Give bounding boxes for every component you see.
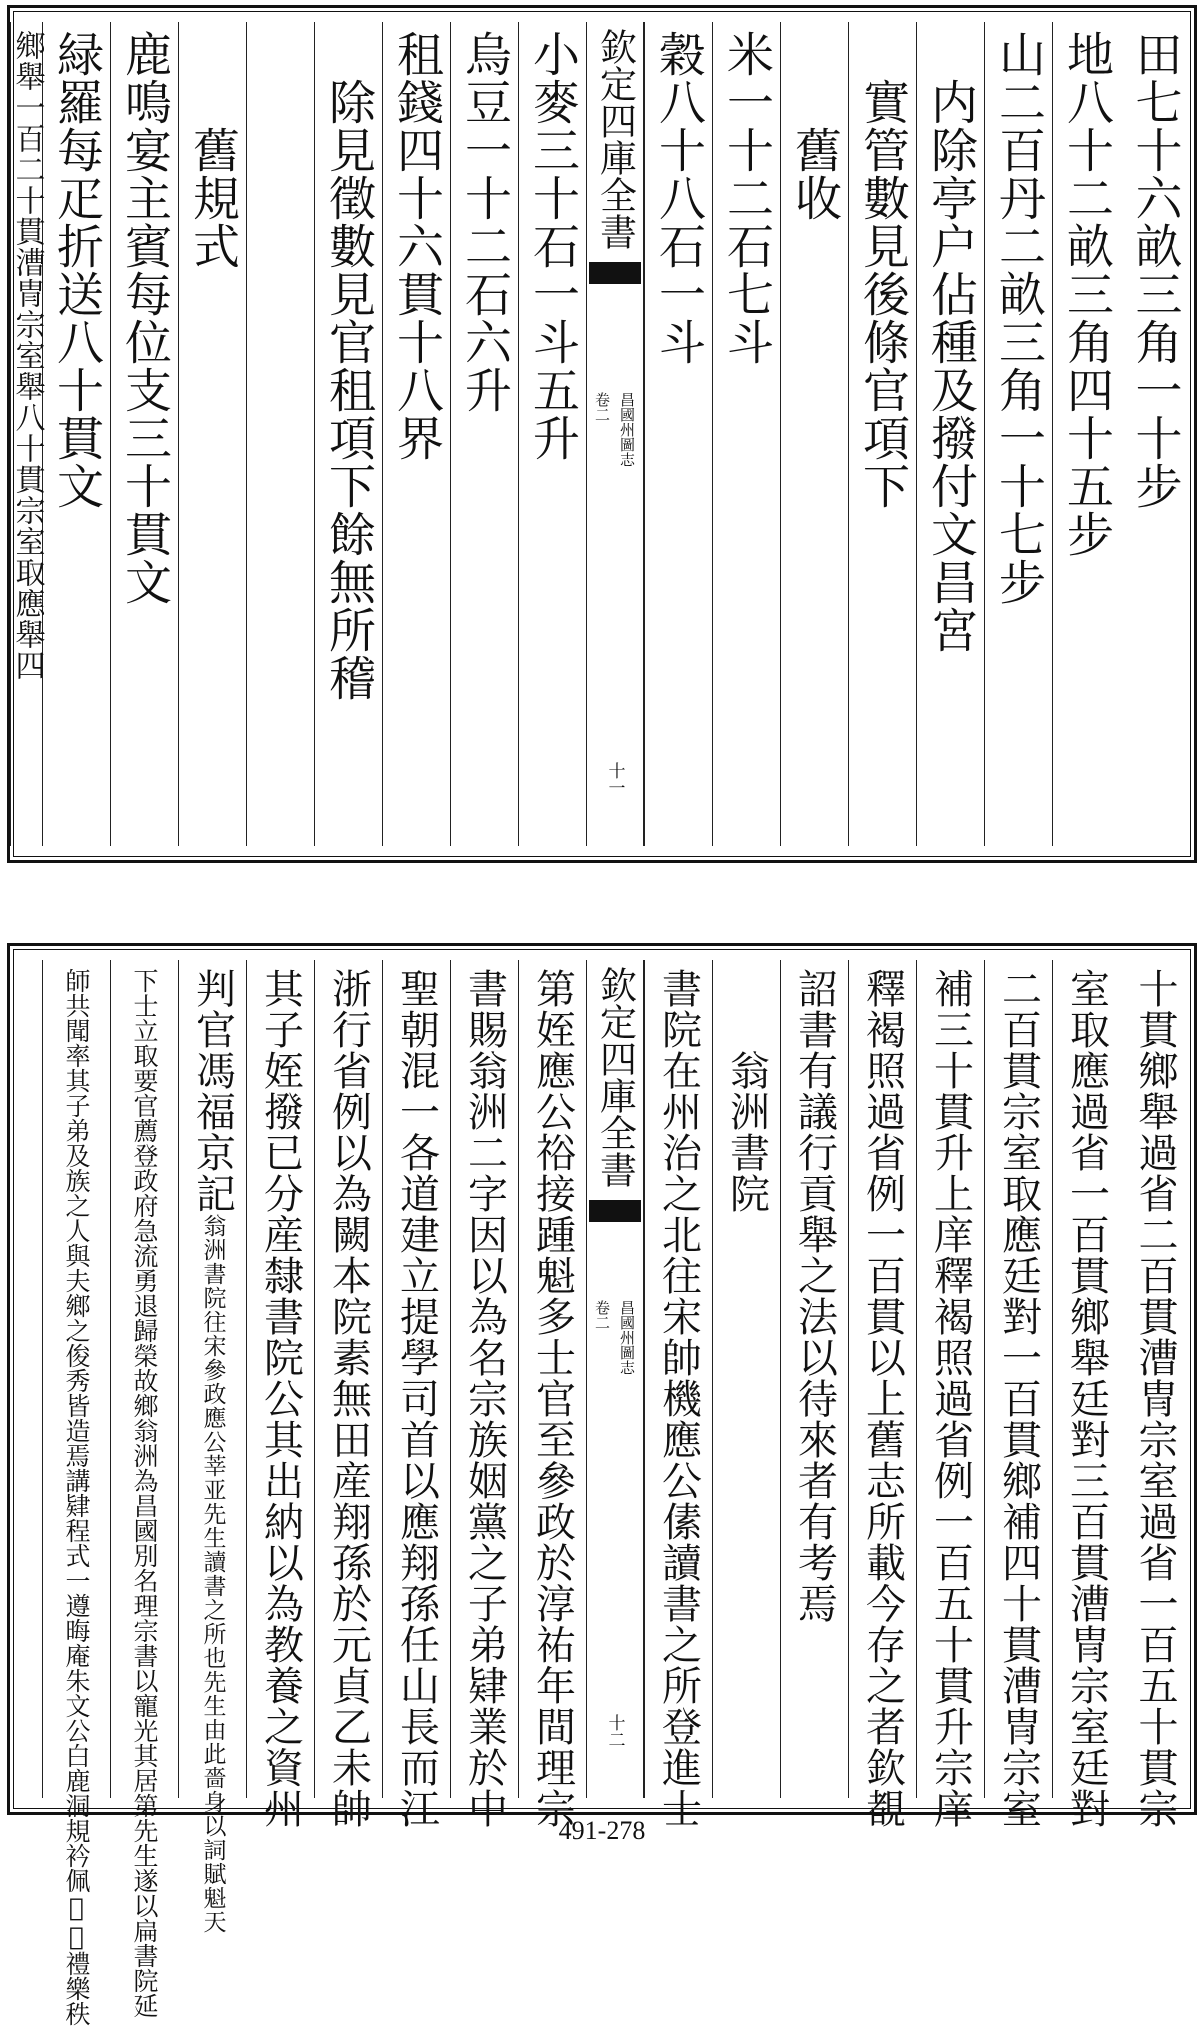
text-column	[1052, 22, 1120, 846]
fish-tail-mark	[589, 1200, 641, 1222]
column-text: 其子姪撥已分産隸書院公其出納以為教養之資州	[257, 968, 304, 1829]
fish-tail-mark	[589, 262, 641, 284]
sheet-number: 491-278	[558, 1816, 646, 1845]
text-column	[382, 22, 450, 846]
centre-fold	[586, 22, 644, 846]
text-column	[450, 22, 518, 846]
text-column	[780, 960, 848, 1798]
centre-fold	[586, 960, 644, 1798]
text-column	[518, 960, 586, 1829]
text-column	[518, 22, 586, 846]
column-text: 小麥三十石一斗五升	[525, 30, 580, 462]
page-number-box	[593, 1714, 637, 1794]
text-column	[644, 22, 712, 846]
text-column	[1120, 22, 1190, 846]
column-text: 地八十二畝三角四十五步	[1059, 30, 1114, 558]
column-text: 第姪應公𥙿接踵魁多士官至參政於淳祐年間理宗	[529, 968, 576, 1829]
text-column	[382, 960, 450, 1829]
column-text: 實管數見後條官項下	[855, 30, 910, 510]
book-meta	[591, 392, 639, 467]
text-column	[9, 22, 45, 846]
column-text: 舊規式	[185, 30, 240, 270]
column-text: 書院在州治之北往宋帥機應公傃讀書之所登進士	[655, 968, 702, 1829]
column-text: 緑羅每疋折送八十貫文	[49, 30, 104, 510]
text-column	[178, 22, 246, 846]
text-column	[1052, 960, 1120, 1829]
column-text: 除見徵數見官租項下餘無所稽	[321, 30, 376, 702]
text-column	[450, 960, 518, 1829]
column-text: 舊收	[787, 30, 842, 222]
book-title: 昌國州圖志	[618, 1300, 636, 1375]
column-text: 釋褐照過省例一百貫以上舊志所載今存之者欽覩	[859, 968, 906, 1829]
juan-number: 卷二	[593, 1300, 611, 1330]
column-text: 穀八十八石一斗	[651, 30, 706, 366]
book-title: 昌國州圖志	[618, 392, 636, 467]
column-text: 鄉舉一百二十貫漕冑宗室舉八十貫宗室取應舉四	[9, 30, 45, 681]
column-text: 田七十六畝三角一十步	[1127, 30, 1183, 510]
commentary-note: 師共聞率其子弟及族之人與夫鄉之俊秀皆造焉講肄程式一遵晦庵朱文公白鹿洞規衿佩𫘲𫘲禮樂秩	[62, 968, 91, 2026]
page-top	[7, 5, 1197, 863]
text-column	[712, 22, 780, 846]
text-column	[246, 22, 314, 846]
commentary-note: 下士立取要官薦登政府急流勇退歸榮故鄉翁洲為昌國別名理宗書以寵光其居第先生遂以扁書院延	[130, 968, 159, 2018]
text-column	[984, 960, 1052, 1829]
column-text: 補三十貫升上庠釋褐照過省例一百五十貫升宗庠	[927, 968, 974, 1829]
page-number-box	[593, 762, 637, 842]
column-text: 書賜翁洲二字因以為名宗族姻黨之子弟肄業於中	[461, 968, 508, 1829]
column-text: 租錢四十六貫十八界	[389, 30, 444, 462]
column-text: 詔書有議行貢舉之法以待來者有考焉	[791, 968, 838, 1624]
text-column	[984, 22, 1052, 846]
main-text: 判官馮福京記	[189, 968, 236, 1214]
text-column	[712, 960, 780, 1798]
column-text: 十貫鄉舉過省二百貫漕冑宗室過省一百五十貫宗	[1132, 968, 1178, 1829]
column-text: 烏豆一十二石六升	[457, 30, 512, 414]
column-text: 山二百丹二畝三角一十七步	[991, 30, 1046, 606]
text-column	[916, 960, 984, 1829]
text-column	[314, 22, 382, 846]
text-column	[1120, 960, 1190, 1829]
text-column	[110, 960, 178, 2018]
page-number: 十二	[604, 1714, 625, 1748]
library-title: 欽定四庫全書	[593, 966, 637, 1188]
page-number: 十一	[604, 762, 625, 796]
column-text: 室取應過省一百貫鄉舉廷對三百貫漕冑宗室廷對	[1063, 968, 1110, 1829]
text-column	[246, 960, 314, 1829]
commentary-note: 翁洲書院往宋參政應公莘亚先生讀書之所也先生由此嗇身以詞賦魁天	[199, 1214, 226, 1934]
text-column	[780, 22, 848, 846]
text-column	[848, 22, 916, 846]
column-text: 二百貫宗室取應廷對一百貫鄉補四十貫漕冑宗室	[995, 968, 1042, 1829]
column-text: 鹿鳴宴主賓每位支三十貫文	[117, 30, 172, 606]
column-text: 米一十二石七斗	[719, 30, 774, 366]
text-column	[42, 960, 110, 2026]
text-column	[314, 960, 382, 1829]
column-text: 内除亭户佔種及撥付文昌宮	[923, 30, 978, 654]
text-column	[916, 22, 984, 846]
text-column	[178, 960, 246, 1934]
book-meta	[591, 1300, 639, 1375]
text-column	[110, 22, 178, 846]
juan-number: 卷二	[593, 392, 611, 422]
library-title: 欽定四庫全書	[593, 28, 637, 250]
text-column	[42, 22, 110, 846]
column-text	[189, 960, 236, 1934]
text-column	[848, 960, 916, 1829]
column-text: 聖朝混一各道建立提學司首以應翔孫任山長而江	[393, 968, 440, 1829]
column-text: 浙行省例以為闕本院素無田産翔孫於元貞乙未帥	[325, 968, 372, 1829]
text-column	[644, 960, 712, 1829]
column-text: 翁洲書院	[723, 968, 770, 1214]
